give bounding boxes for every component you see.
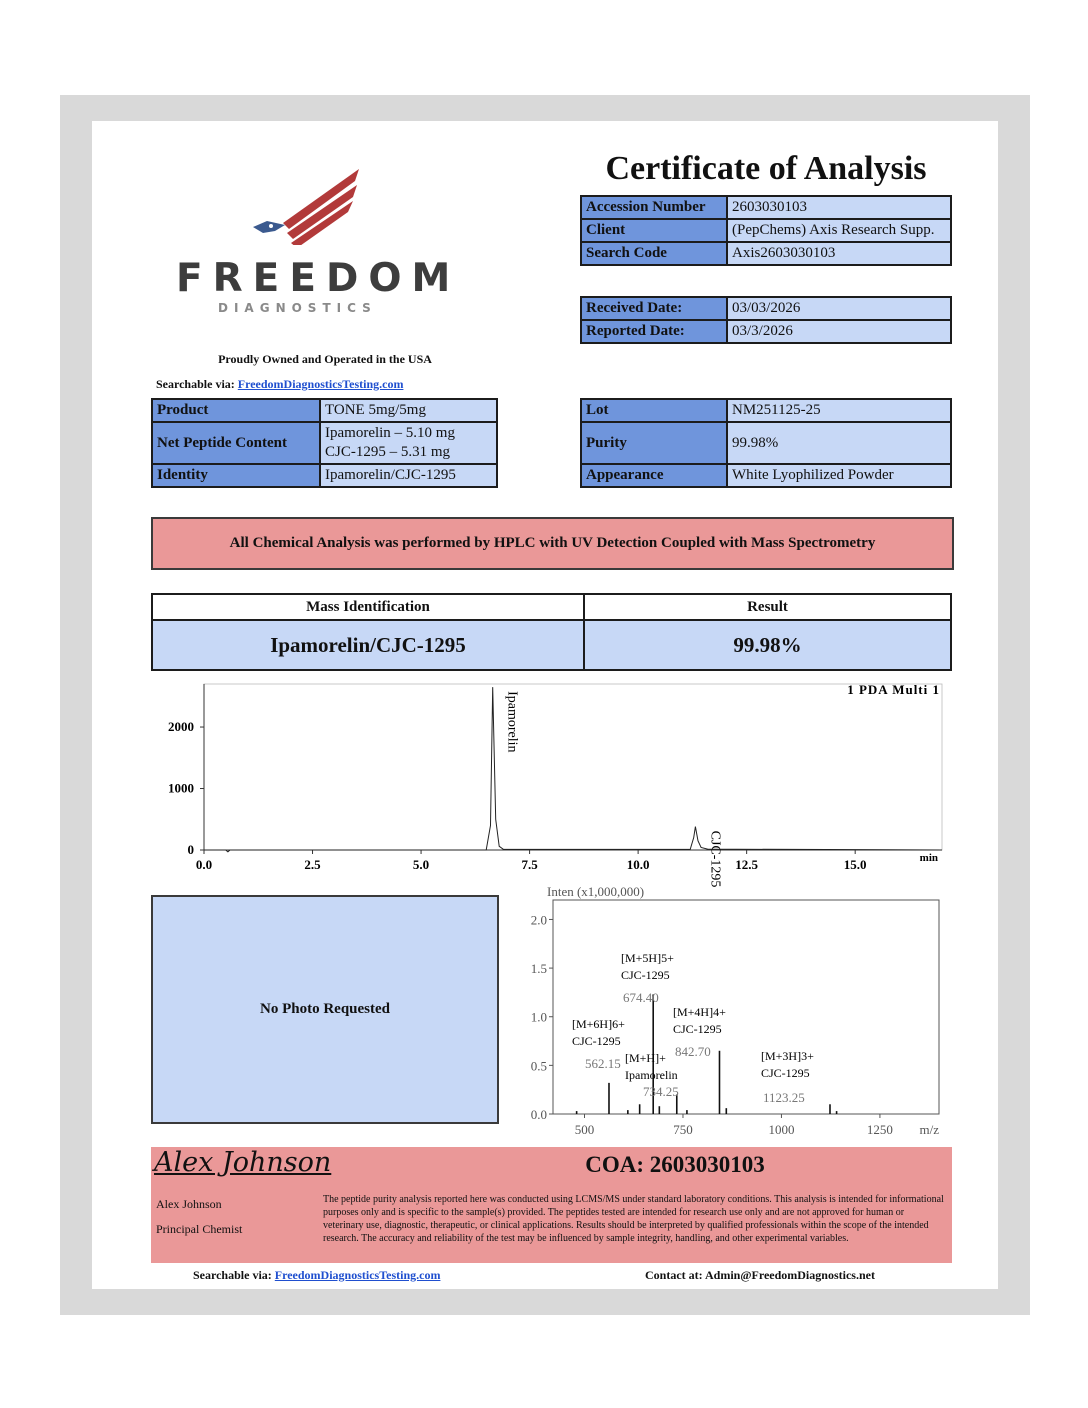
mass-value: Ipamorelin/CJC-1295 bbox=[152, 620, 584, 670]
brand-subtitle: DIAGNOSTICS bbox=[218, 301, 377, 315]
accession-table bbox=[580, 195, 952, 266]
product-label: Product bbox=[152, 399, 320, 422]
eagle-flag-logo-icon bbox=[245, 165, 365, 245]
contact-label: Contact at: bbox=[645, 1268, 703, 1282]
coa-number: COA: 2603030103 bbox=[585, 1152, 765, 1177]
peak-mz-label: 842.70 bbox=[675, 1044, 711, 1059]
purity-value: 99.98% bbox=[727, 422, 951, 464]
reported-value: 03/3/2026 bbox=[727, 320, 951, 343]
ion-label: [M+6H]6+ bbox=[572, 1017, 625, 1031]
searchable-label: Searchable via: bbox=[193, 1268, 272, 1282]
result-header: Result bbox=[584, 594, 951, 620]
chemist-name: Alex Johnson bbox=[156, 1197, 222, 1211]
x-tick-label: 750 bbox=[673, 1122, 693, 1137]
ion-sublabel: CJC-1295 bbox=[761, 1066, 810, 1080]
plot-frame bbox=[204, 684, 942, 850]
appearance-label: Appearance bbox=[581, 464, 727, 487]
search-code-value: Axis2603030103 bbox=[727, 242, 951, 265]
table-row bbox=[152, 399, 497, 422]
identity-value: Ipamorelin/CJC-1295 bbox=[320, 464, 497, 487]
table-row bbox=[152, 594, 951, 620]
disclaimer: The peptide purity analysis reported here was conducted using LCMS/MS under standard laboratory conditions. This analysis is intended for informational purposes only and is specific to the sample(s) provided. The peptides tested are intended for research use only and are not approved for human or veterinary use, diagnostic, therapeutic, or clinical applications. Results should be interpreted by qualified professionals within the scope of the intended research. The accuracy and reliability of the test may be influenced by sample integrity, handling, and other experimental variables. bbox=[323, 1194, 944, 1244]
method-banner: All Chemical Analysis was performed by HPLC with UV Detection Coupled with Mass Spectrometry bbox=[151, 517, 954, 570]
lot-label: Lot bbox=[581, 399, 727, 422]
y-tick-label: 0 bbox=[187, 842, 194, 857]
net-peptide-line-1: Ipamorelin – 5.10 mg bbox=[325, 425, 455, 441]
table-row bbox=[581, 297, 951, 320]
result-value: 99.98% bbox=[584, 620, 951, 670]
ion-label: [M+3H]3+ bbox=[761, 1049, 814, 1063]
page-title: Certificate of Analysis bbox=[605, 150, 927, 187]
x-tick-label: 0.0 bbox=[195, 857, 213, 872]
peak-mz-label: 1123.25 bbox=[763, 1090, 805, 1105]
product-value: TONE 5mg/5mg bbox=[320, 399, 497, 422]
identity-label: Identity bbox=[152, 464, 320, 487]
accession-value: 2603030103 bbox=[727, 196, 951, 219]
mass-spectrum bbox=[515, 882, 950, 1142]
y-tick-label: 1000 bbox=[168, 780, 194, 796]
searchable-link[interactable]: FreedomDiagnosticsTesting.com bbox=[237, 377, 404, 391]
brand-name: FREEDOM bbox=[176, 256, 461, 301]
x-tick-label: 10.0 bbox=[626, 857, 650, 872]
photo-placeholder: No Photo Requested bbox=[151, 895, 499, 1124]
purity-label: Purity bbox=[581, 422, 727, 464]
owned-text: Proudly Owned and Operated in the USA bbox=[218, 352, 432, 366]
x-tick-label: 7.5 bbox=[521, 857, 538, 872]
chart-title: 1 PDA Multi 1 bbox=[847, 682, 940, 697]
ion-label: [M+5H]5+ bbox=[621, 951, 674, 965]
searchable-link[interactable]: FreedomDiagnosticsTesting.com bbox=[274, 1268, 441, 1282]
ion-sublabel: CJC-1295 bbox=[572, 1034, 621, 1048]
peak-mz-label: 562.15 bbox=[585, 1056, 621, 1071]
x-tick-label: 5.0 bbox=[412, 857, 430, 872]
ion-label: [M+4H]4+ bbox=[673, 1005, 726, 1019]
peak-mz-label: 734.25 bbox=[643, 1084, 679, 1099]
dates-table bbox=[580, 296, 952, 344]
y-tick-label: 0.0 bbox=[530, 1107, 547, 1122]
chemist-block bbox=[156, 1192, 242, 1242]
table-row bbox=[581, 399, 951, 422]
net-peptide-line-2: CJC-1295 – 5.31 mg bbox=[325, 444, 451, 460]
table-row bbox=[152, 620, 951, 670]
contact bbox=[645, 1268, 875, 1283]
table-row bbox=[581, 422, 951, 464]
y-tick-label: 1.0 bbox=[530, 1009, 547, 1025]
lot-table bbox=[580, 398, 952, 488]
ion-sublabel: CJC-1295 bbox=[621, 968, 670, 982]
hplc-chromatogram bbox=[150, 678, 950, 888]
x-tick-label: 1250 bbox=[866, 1122, 893, 1137]
peak-mz-label: 674.40 bbox=[623, 990, 659, 1005]
x-tick-label: 15.0 bbox=[843, 857, 867, 872]
x-axis-label: min bbox=[919, 852, 938, 864]
received-label: Received Date: bbox=[581, 297, 727, 320]
table-row bbox=[581, 464, 951, 487]
reported-label: Reported Date: bbox=[581, 320, 727, 343]
search-code-label: Search Code bbox=[581, 242, 727, 265]
received-value: 03/03/2026 bbox=[727, 297, 951, 320]
signature: Alex Johnson bbox=[154, 1147, 332, 1178]
chemist-role: Principal Chemist bbox=[156, 1222, 243, 1236]
net-peptide-value bbox=[320, 422, 497, 464]
chromatogram-trace bbox=[204, 687, 942, 852]
ion-sublabel: CJC-1295 bbox=[673, 1022, 722, 1036]
table-row bbox=[581, 196, 951, 219]
table-row bbox=[152, 464, 497, 487]
table-row bbox=[581, 242, 951, 265]
x-tick-label: 2.5 bbox=[304, 857, 321, 872]
table-row bbox=[581, 320, 951, 343]
appearance-value: White Lyophilized Powder bbox=[727, 464, 951, 487]
searchable-bottom bbox=[193, 1268, 440, 1283]
y-tick-label: 0.5 bbox=[530, 1058, 547, 1074]
mass-identification-table bbox=[151, 593, 952, 671]
ion-label: [M+H]+ bbox=[625, 1051, 666, 1065]
product-table bbox=[151, 398, 498, 488]
lot-value: NM251125-25 bbox=[727, 399, 951, 422]
client-value: (PepChems) Axis Research Supp. bbox=[727, 219, 951, 242]
peak-label: CJC-1295 bbox=[707, 830, 723, 888]
plot-frame bbox=[553, 900, 939, 1114]
table-row bbox=[581, 219, 951, 242]
table-row bbox=[152, 422, 497, 464]
searchable-label: Searchable via: bbox=[156, 377, 235, 391]
y-tick-label: 1.5 bbox=[530, 961, 547, 977]
contact-email[interactable]: Admin@FreedomDiagnostics.net bbox=[705, 1268, 875, 1282]
y-tick-label: 2000 bbox=[168, 719, 194, 735]
client-label: Client bbox=[581, 219, 727, 242]
net-peptide-label: Net Peptide Content bbox=[152, 422, 320, 464]
peak-label: Ipamorelin bbox=[504, 691, 520, 753]
x-tick-label: 1000 bbox=[768, 1122, 795, 1137]
y-tick-label: 2.0 bbox=[530, 912, 547, 928]
accession-label: Accession Number bbox=[581, 196, 727, 219]
x-axis-label: m/z bbox=[919, 1122, 939, 1137]
chart-title: Inten (x1,000,000) bbox=[547, 884, 645, 899]
x-tick-label: 12.5 bbox=[735, 857, 759, 872]
searchable-top bbox=[156, 377, 403, 392]
ion-sublabel: Ipamorelin bbox=[625, 1068, 678, 1082]
x-tick-label: 500 bbox=[574, 1122, 595, 1137]
mass-header: Mass Identification bbox=[152, 594, 584, 620]
